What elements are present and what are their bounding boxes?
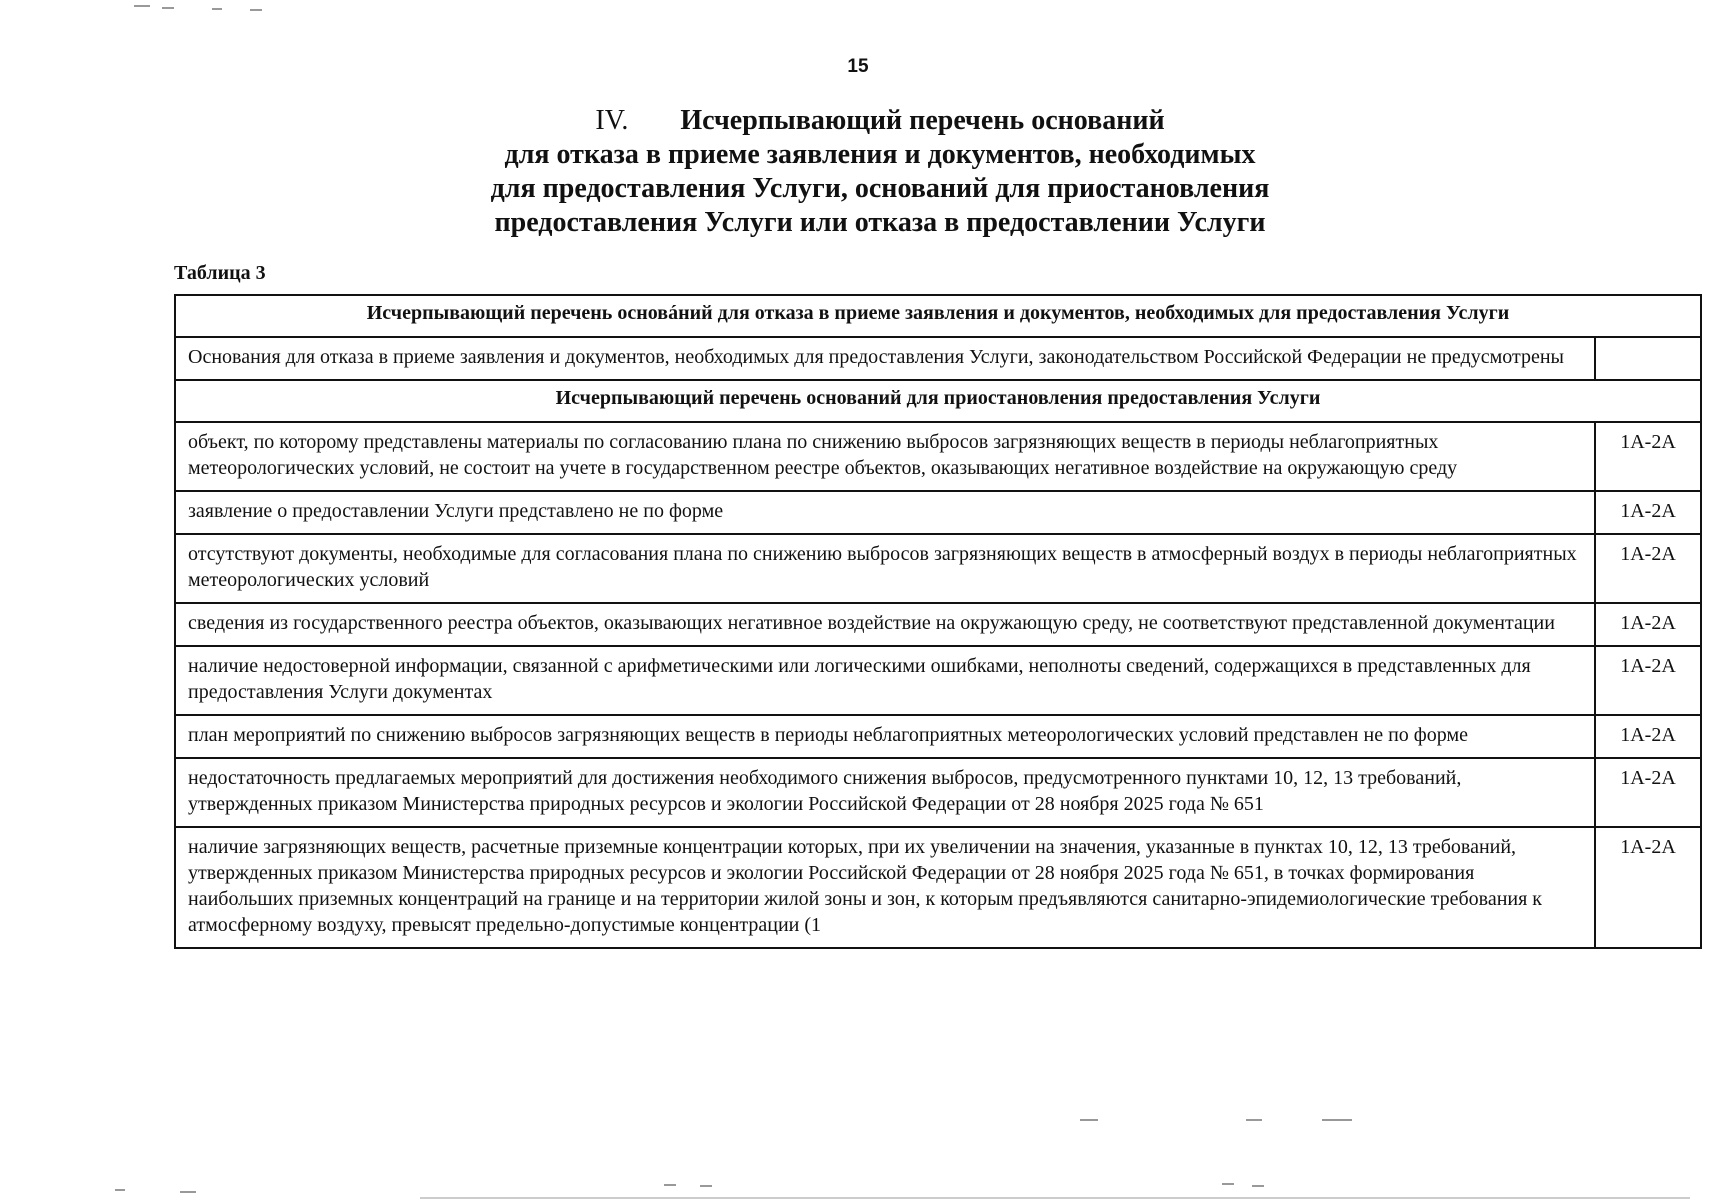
table-cell-code: 1А-2А [1595,715,1701,758]
table-row [175,422,1701,491]
table-row [175,603,1701,646]
table-caption: Таблица 3 [174,262,266,284]
heading-roman-numeral: IV. [595,105,629,136]
heading-line-3: для предоставления Услуги, оснований для приостановления [490,173,1270,204]
table-row [175,715,1701,758]
table-cell-text: объект, по которому представлены материалы по согласованию плана по снижению выбросов загрязняющих веществ в периоды неблагоприятных метеорологических условий, не состоит на учете в государственном реестре объектов, оказывающих негативное воздействие на окружающую среду [175,422,1595,491]
page-number: 15 [847,56,869,77]
heading-line-2: для отказа в приеме заявления и документов, необходимых [504,139,1256,170]
grounds-table [174,294,1702,949]
table-cell-text: недостаточность предлагаемых мероприятий для достижения необходимого снижения выбросов, предусмотренного пунктами 10, 12, 13 требований, утвержденных приказом Министерства природных ресурсов и экологии Российской Федерации от 28 ноября 2025 года № 651 [175,758,1595,827]
table-cell-code [1595,337,1701,380]
section-heading [380,104,1380,240]
table-row [175,758,1701,827]
table-cell-code: 1А-2А [1595,758,1701,827]
table-cell-code: 1А-2А [1595,534,1701,603]
table-cell-code: 1А-2А [1595,646,1701,715]
table-cell-text: отсутствуют документы, необходимые для согласования плана по снижению выбросов загрязняющих веществ в атмосферный воздух в периоды неблагоприятных метеорологических условий [175,534,1595,603]
table-cell-text: наличие загрязняющих веществ, расчетные приземные концентрации которых, при их увеличении на значения, указанные в пунктах 10, 12, 13 требований, утвержденных приказом Министерства природных ресурсов и экологии Российской Федерации от 28 ноября 2025 года № 651, в точках формирования наибольших приземных концентраций на границе и на территории жилой зоны и зон, к которым предъявляются санитарно-эпидемиологические требования к атмосферному воздуху, превысят предельно-допустимые концентрации (1 [175,827,1595,948]
heading-line-1 [380,104,1380,138]
section-header-refusal-acceptance: Исчерпывающий перечень основáний для отказа в приеме заявления и документов, необходимых для предоставления Услуги [175,295,1701,337]
table-cell-text: Основания для отказа в приеме заявления и документов, необходимых для предоставления Услуги, законодательством Российской Федерации не предусмотрены [175,337,1595,380]
table-cell-text: заявление о предоставлении Услуги представлено не по форме [175,491,1595,534]
heading-line-4: предоставления Услуги или отказа в предоставлении Услуги [494,207,1266,238]
table-row [175,491,1701,534]
table-cell-code: 1А-2А [1595,422,1701,491]
section-header-suspension: Исчерпывающий перечень оснований для приостановления предоставления Услуги [175,380,1701,422]
table-row [175,534,1701,603]
table-row [175,337,1701,380]
table-cell-text: наличие недостоверной информации, связанной с арифметическими или логическими ошибками, неполноты сведений, содержащихся в представленных для предоставления Услуги документах [175,646,1595,715]
table-section-header-row [175,380,1701,422]
heading-line-1-text: Исчерпывающий перечень оснований [680,105,1165,136]
table-cell-text: сведения из государственного реестра объектов, оказывающих негативное воздействие на окружающую среду, не соответствуют представленной документации [175,603,1595,646]
table-cell-text: план мероприятий по снижению выбросов загрязняющих веществ в периоды неблагоприятных метеорологических условий представлен не по форме [175,715,1595,758]
table-cell-code: 1А-2А [1595,827,1701,948]
table-cell-code: 1А-2А [1595,603,1701,646]
table-cell-code: 1А-2А [1595,491,1701,534]
table-row [175,646,1701,715]
table-row [175,827,1701,948]
table-section-header-row [175,295,1701,337]
